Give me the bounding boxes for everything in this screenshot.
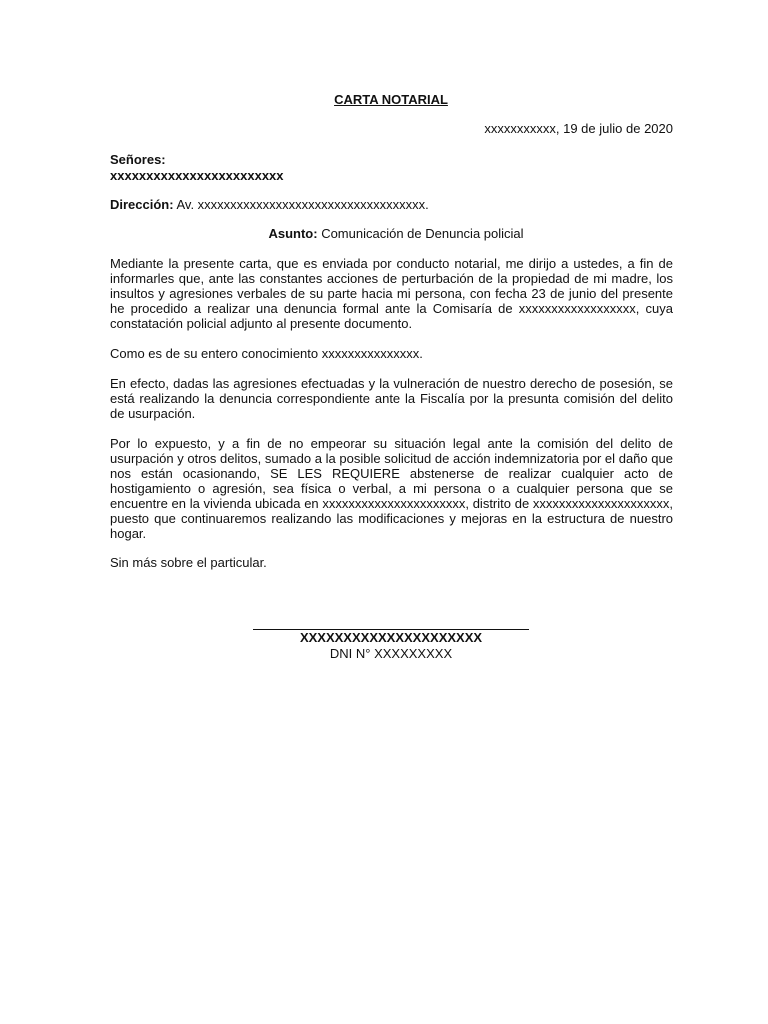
subject-label: Asunto: xyxy=(268,226,318,241)
signature-id: DNI N° XXXXXXXXX xyxy=(329,646,453,661)
recipient-name: xxxxxxxxxxxxxxxxxxxxxxxx xyxy=(110,168,284,183)
letter-title: CARTA NOTARIAL xyxy=(334,92,448,107)
address-label: Dirección: xyxy=(110,197,174,212)
subject-value: Comunicación de Denuncia policial xyxy=(321,226,524,241)
recipient-label: Señores: xyxy=(110,152,166,167)
signature-name: XXXXXXXXXXXXXXXXXXXXX xyxy=(299,630,483,645)
address-line xyxy=(110,197,673,212)
date-line: xxxxxxxxxxx, 19 de julio de 2020 xyxy=(484,121,673,136)
paragraph-5: Sin más sobre el particular. xyxy=(110,555,267,570)
address-value: Av. xxxxxxxxxxxxxxxxxxxxxxxxxxxxxxxxxxx. xyxy=(176,197,429,212)
subject-line xyxy=(110,226,682,241)
paragraph-2: Como es de su entero conocimiento xxxxxxxxxxxxxxx. xyxy=(110,346,423,361)
paragraph-1: Mediante la presente carta, que es enviada por conducto notarial, me dirijo a ustedes, a fin de informarles que, ante las constantes acciones de perturbación de la propiedad de mi madre, los insultos y agresiones verbales de su parte hacia mi persona, con fecha 23 de junio del presente he procedido a realizar una denuncia formal ante la Comisaría de xxxxxxxxxxxxxxxxxx, cuya constatación policial adjunto al presente documento. xyxy=(110,256,673,331)
paragraph-3: En efecto, dadas las agresiones efectuadas y la vulneración de nuestro derecho de posesión, se está realizando la denuncia correspondiente ante la Fiscalía por la presunta comisión del delito de usurpación. xyxy=(110,376,673,421)
paragraph-4: Por lo expuesto, y a fin de no empeorar su situación legal ante la comisión del delito de usurpación y otros delitos, sumado a la posible solicitud de acción indemnizatoria por el daño que nos están ocasionando, SE LES REQUIERE abstenerse de realizar cualquier acto de hostigamiento o agresión, sea física o verbal, a mi persona o a cualquier persona que se encuentre en la vivienda ubicada en xxxxxxxxxxxxxxxxxxxxxx, distrito de xxxxxxxxxxxxxxxxxxxxx, puesto que continuaremos realizando las modificaciones y mejoras en la estructura de nuestro hogar. xyxy=(110,436,673,541)
